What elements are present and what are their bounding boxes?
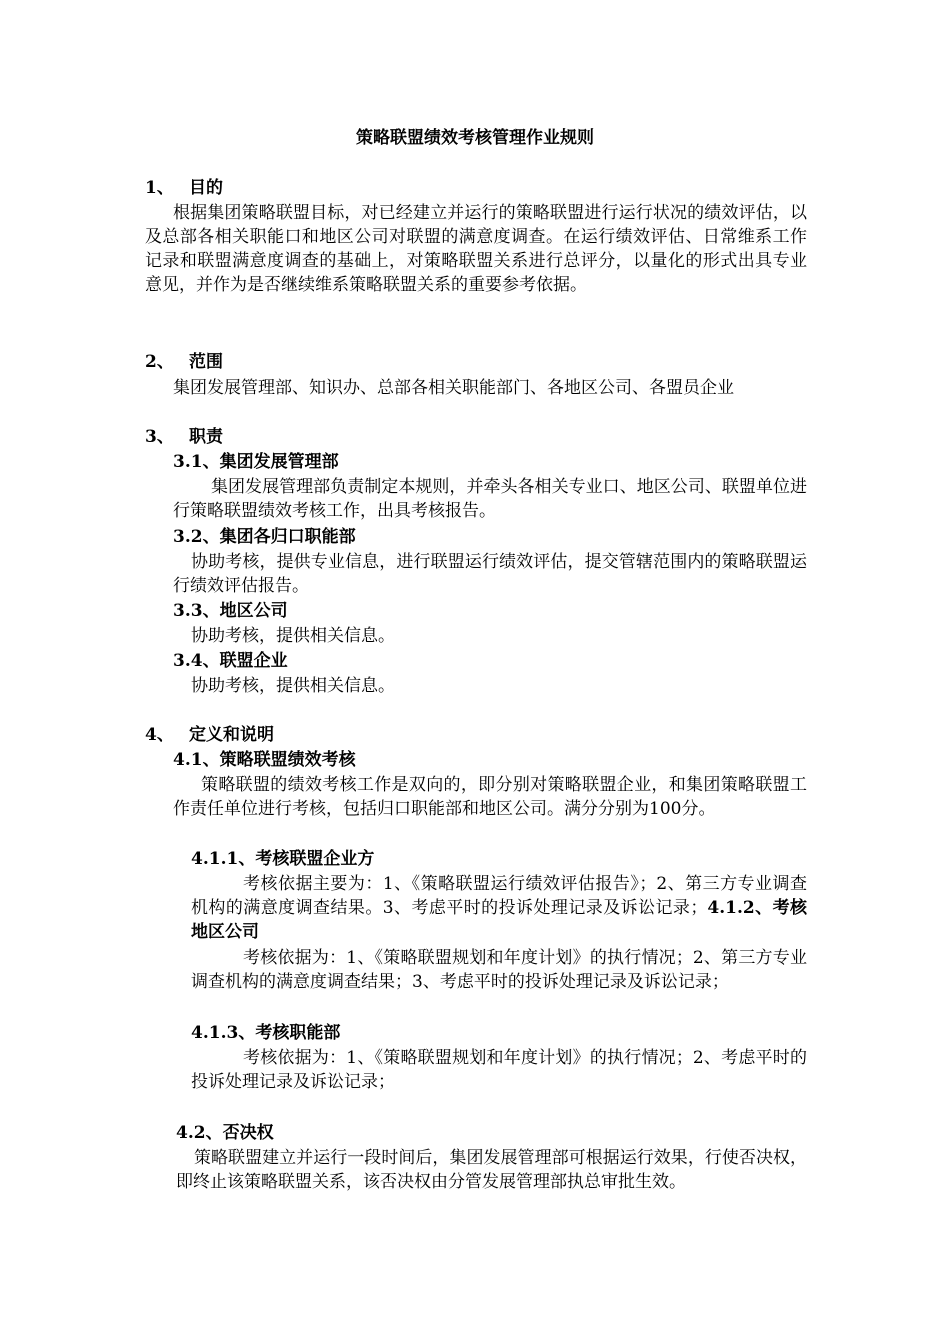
subsection-4-1-1-body [191, 872, 807, 944]
subsection-4-1-body: 策略联盟的绩效考核工作是双向的，即分别对策略联盟企业，和集团策略联盟工作责任单位进行考核，包括归口职能部和地区公司。满分分别为100分。 [173, 775, 807, 819]
section-4-number: 4、 [145, 725, 174, 745]
section-4-title: 定义和说明 [189, 725, 274, 745]
section-3-number: 3、 [145, 427, 174, 447]
section-1-number: 1、 [145, 178, 174, 198]
section-1-body: 根据集团策略联盟目标，对已经建立并运行的策略联盟进行运行状况的绩效评估，以及总部各相关职能口和地区公司对联盟的满意度调查。在运行绩效评估、日常维系工作记录和联盟满意度调查的基础上，对策略联盟关系进行总评分，以量化的形式出具专业意见，并作为是否继续维系策略联盟关系的重要参考依据。 [145, 203, 807, 295]
subsection-4-2-heading: 4.2、否决权 [176, 1123, 274, 1143]
subsection-4-1-3-body: 考核依据为：1、《策略联盟规划和年度计划》的执行情况；2、考虑平时的投诉处理记录及诉讼记录； [191, 1048, 807, 1092]
section-4-heading [145, 723, 274, 747]
subsection-4-1-3-heading: 4.1.3、考核职能部 [191, 1023, 341, 1043]
subsection-4-1-2-heading: 4.1.2、考核地区公司 [191, 898, 807, 942]
subsection-3-1-heading: 3.1、集团发展管理部 [173, 452, 339, 472]
subsection-4-1-2-body: 考核依据为：1、《策略联盟规划和年度计划》的执行情况；2、第三方专业调查机构的满意度调查结果；3、考虑平时的投诉处理记录及诉讼记录； [191, 948, 807, 992]
subsection-3-3-heading: 3.3、地区公司 [173, 601, 288, 621]
section-1-title: 目的 [189, 178, 223, 198]
section-2-title: 范围 [189, 352, 223, 372]
section-1-heading [145, 176, 223, 200]
section-2-body: 集团发展管理部、知识办、总部各相关职能部门、各地区公司、各盟员企业 [173, 378, 734, 398]
subsection-3-4-heading: 3.4、联盟企业 [173, 651, 288, 671]
subsection-3-2-heading: 3.2、集团各归口职能部 [173, 527, 356, 547]
subsection-4-1-1-text: 考核依据主要为：1、《策略联盟运行绩效评估报告》；2、第三方专业调查机构的满意度调查结果。3、考虑平时的投诉处理记录及诉讼记录； [191, 874, 807, 918]
subsection-3-4-body: 协助考核，提供相关信息。 [191, 676, 395, 696]
document-title: 策略联盟绩效考核管理作业规则 [356, 128, 594, 148]
section-2-heading [145, 350, 223, 374]
subsection-4-1-heading: 4.1、策略联盟绩效考核 [173, 750, 356, 770]
section-3-title: 职责 [189, 427, 223, 447]
section-3-heading [145, 425, 223, 449]
subsection-3-3-body: 协助考核，提供相关信息。 [191, 626, 395, 646]
section-2-number: 2、 [145, 352, 174, 372]
subsection-4-2-body: 策略联盟建立并运行一段时间后，集团发展管理部可根据运行效果，行使否决权，即终止该策略联盟关系，该否决权由分管发展管理部执总审批生效。 [176, 1148, 807, 1192]
subsection-3-2-body: 协助考核，提供专业信息，进行联盟运行绩效评估，提交管辖范围内的策略联盟运行绩效评估报告。 [173, 552, 807, 596]
subsection-4-1-1-heading: 4.1.1、考核联盟企业方 [191, 849, 375, 869]
subsection-3-1-body: 集团发展管理部负责制定本规则，并牵头各相关专业口、地区公司、联盟单位进行策略联盟绩效考核工作，出具考核报告。 [173, 477, 807, 521]
